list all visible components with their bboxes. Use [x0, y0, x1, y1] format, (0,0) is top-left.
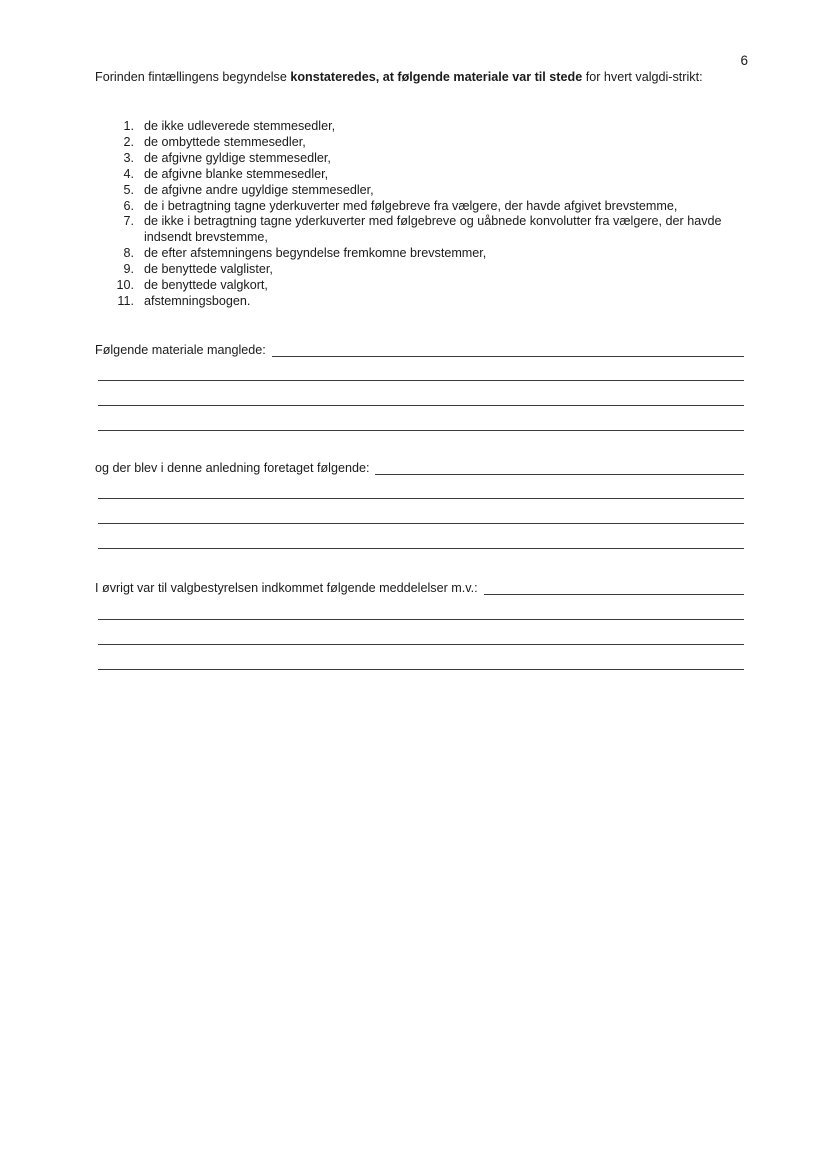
- actions-section: [95, 458, 744, 549]
- missing-material-line[interactable]: [272, 355, 744, 357]
- missing-material-line[interactable]: [98, 405, 744, 406]
- material-list: [95, 119, 755, 310]
- list-item: [95, 294, 755, 310]
- messages-line[interactable]: [98, 619, 744, 620]
- actions-line[interactable]: [98, 548, 744, 549]
- intro-suffix: for hvert valgdi-strikt:: [582, 70, 703, 84]
- messages-line[interactable]: [484, 593, 744, 595]
- actions-label: og der blev i denne anledning foretaget følgende:: [95, 461, 370, 475]
- missing-material-section: [95, 340, 744, 431]
- list-item-text: de efter afstemningens begyndelse fremkomne brevstemmer,: [144, 246, 487, 261]
- actions-line[interactable]: [98, 498, 744, 499]
- list-item-text: de afgivne blanke stemmesedler,: [144, 166, 329, 181]
- list-item-number: 9.: [123, 262, 134, 277]
- list-item-number: 7.: [123, 214, 134, 229]
- list-item-text: de benyttede valgkort,: [144, 278, 268, 293]
- list-item-text: de ombyttede stemmesedler,: [144, 134, 306, 149]
- page-number: 6: [740, 53, 748, 68]
- missing-material-label: Følgende materiale manglede:: [95, 343, 266, 357]
- list-item-number: 3.: [123, 150, 134, 165]
- list-item-number: 6.: [123, 198, 134, 213]
- list-item-text: de afgivne gyldige stemmesedler,: [144, 150, 331, 165]
- list-item: [95, 246, 755, 262]
- list-item-text: de benyttede valglister,: [144, 262, 273, 277]
- messages-label: I øvrigt var til valgbestyrelsen indkommet følgende meddelelser m.v.:: [95, 581, 478, 595]
- list-item-number: 10.: [116, 278, 134, 293]
- missing-material-row: [95, 340, 744, 358]
- list-item-number: 4.: [123, 166, 134, 181]
- list-item: [95, 214, 755, 246]
- list-item: [95, 119, 755, 135]
- missing-material-line[interactable]: [98, 380, 744, 381]
- list-item: [95, 199, 755, 215]
- list-item-number: 2.: [123, 134, 134, 149]
- list-item-number: 11.: [117, 293, 134, 308]
- list-item: [95, 135, 755, 151]
- actions-row: [95, 458, 744, 476]
- list-item: [95, 262, 755, 278]
- intro-prefix: Forinden fintællingens begyndelse: [95, 70, 291, 84]
- list-item-text: de i betragtning tagne yderkuverter med følgebreve fra vælgere, der havde afgivet brevstemme,: [144, 198, 678, 213]
- list-item-text: de ikke udleverede stemmesedler,: [144, 119, 336, 133]
- messages-row: [95, 578, 744, 596]
- list-item-number: 1.: [123, 119, 134, 133]
- list-item: [95, 151, 755, 167]
- list-item: [95, 183, 755, 199]
- list-item-number: 5.: [123, 182, 134, 197]
- list-item-text: de afgivne andre ugyldige stemmesedler,: [144, 182, 374, 197]
- list-item-text: afstemningsbogen.: [144, 293, 251, 308]
- messages-line[interactable]: [98, 669, 744, 670]
- missing-material-line[interactable]: [98, 430, 744, 431]
- intro-paragraph: [95, 70, 755, 85]
- messages-section: [95, 578, 744, 670]
- list-item-text: de ikke i betragtning tagne yderkuverter med følgebreve og uåbnede konvolutter fra vælgere, der havde indsendt brevstemme,: [144, 214, 722, 245]
- intro-bold: konstateredes, at følgende materiale var til stede: [290, 70, 583, 84]
- actions-line[interactable]: [98, 523, 744, 524]
- list-item-number: 8.: [123, 246, 134, 261]
- list-item: [95, 167, 755, 183]
- list-item: [95, 278, 755, 294]
- actions-line[interactable]: [375, 473, 744, 475]
- messages-line[interactable]: [98, 644, 744, 645]
